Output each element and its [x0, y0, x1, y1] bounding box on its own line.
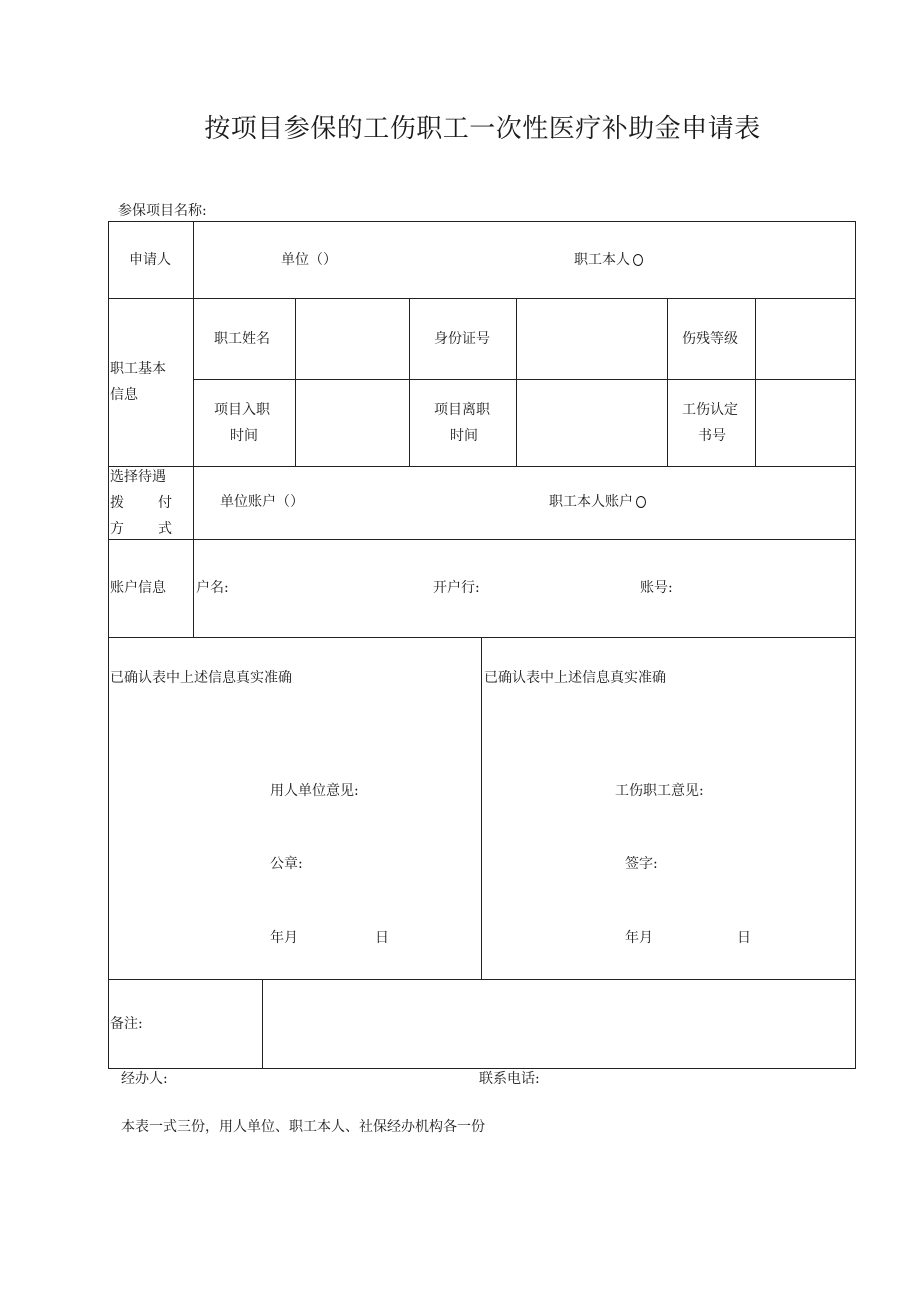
payment-option-unit-account[interactable]: 单位账户（）: [220, 494, 304, 510]
payment-option-employee-account[interactable]: [549, 494, 646, 510]
employee-opinion-label: 工伤职工意见:: [615, 783, 704, 799]
payment-method-label-line3: [110, 521, 172, 537]
payment-method-label-line1: 选择待遇: [110, 469, 166, 485]
form-title: 按项目参保的工伤职工一次性医疗补助金申请表: [204, 114, 761, 144]
applicant-option-employee[interactable]: [574, 252, 643, 268]
remarks-field[interactable]: [263, 980, 855, 1068]
payment-method-label-line3-a: 方: [110, 521, 124, 537]
leave-time-label-line2: 时间: [450, 428, 478, 444]
project-name-label: 参保项目名称:: [118, 203, 207, 219]
official-seal-label: 公章:: [270, 856, 303, 872]
disability-grade-label: 伤残等级: [682, 331, 738, 347]
entry-time-field[interactable]: [296, 380, 409, 466]
leave-time-label-line1: 项目离职: [434, 402, 490, 418]
radio-circle-icon[interactable]: [636, 496, 646, 508]
account-holder-field[interactable]: [232, 570, 422, 604]
bank-label: 开户行:: [433, 580, 480, 596]
employer-opinion-label: 用人单位意见:: [270, 783, 359, 799]
employee-date-year-month: 年月: [625, 930, 653, 946]
entry-time-label-line2: 时间: [230, 428, 258, 444]
applicant-option-unit[interactable]: 单位（）: [281, 252, 337, 268]
signature-label: 签字:: [625, 856, 658, 872]
injury-cert-label-line1: 工伤认定: [682, 402, 738, 418]
payment-method-label-line2-b: 付: [158, 495, 172, 511]
id-number-label: 身份证号: [434, 331, 490, 347]
account-info-label: 账户信息: [110, 580, 166, 596]
employee-name-field[interactable]: [296, 299, 409, 379]
bank-field[interactable]: [490, 570, 630, 604]
applicant-option-employee-label: 职工本人: [574, 252, 630, 268]
basic-info-label-line1: 职工基本: [110, 361, 166, 377]
injury-cert-field[interactable]: [756, 380, 855, 466]
employee-date-day: 日: [737, 930, 751, 946]
employer-confirm-statement: 已确认表中上述信息真实准确: [110, 670, 292, 686]
account-number-field[interactable]: [684, 570, 849, 604]
payment-method-label-line3-b: 式: [158, 521, 172, 537]
handler-label: 经办人:: [121, 1071, 168, 1087]
radio-circle-icon[interactable]: [633, 254, 643, 266]
employer-date-day: 日: [375, 930, 389, 946]
injury-cert-label-line2: 书号: [698, 428, 726, 444]
account-number-label: 账号:: [640, 580, 673, 596]
employee-confirm-statement: 已确认表中上述信息真实准确: [484, 670, 666, 686]
payment-method-label-line2-a: 拨: [110, 495, 124, 511]
contact-phone-label: 联系电话:: [479, 1071, 540, 1087]
employee-name-label: 职工姓名: [214, 331, 270, 347]
leave-time-field[interactable]: [517, 380, 667, 466]
payment-method-label-line2: [110, 495, 172, 511]
applicant-label: 申请人: [129, 252, 171, 268]
disability-grade-field[interactable]: [756, 299, 855, 379]
id-number-field[interactable]: [517, 299, 667, 379]
remarks-label: 备注:: [110, 1016, 143, 1032]
basic-info-label-line2: 信息: [110, 387, 138, 403]
account-holder-label: 户名:: [196, 580, 229, 596]
payment-option-employee-account-label: 职工本人账户: [549, 494, 633, 510]
entry-time-label-line1: 项目入职: [214, 402, 270, 418]
employer-date-year-month: 年月: [270, 930, 298, 946]
footnote: 本表一式三份，用人单位、职工本人、社保经办机构各一份: [121, 1119, 485, 1135]
